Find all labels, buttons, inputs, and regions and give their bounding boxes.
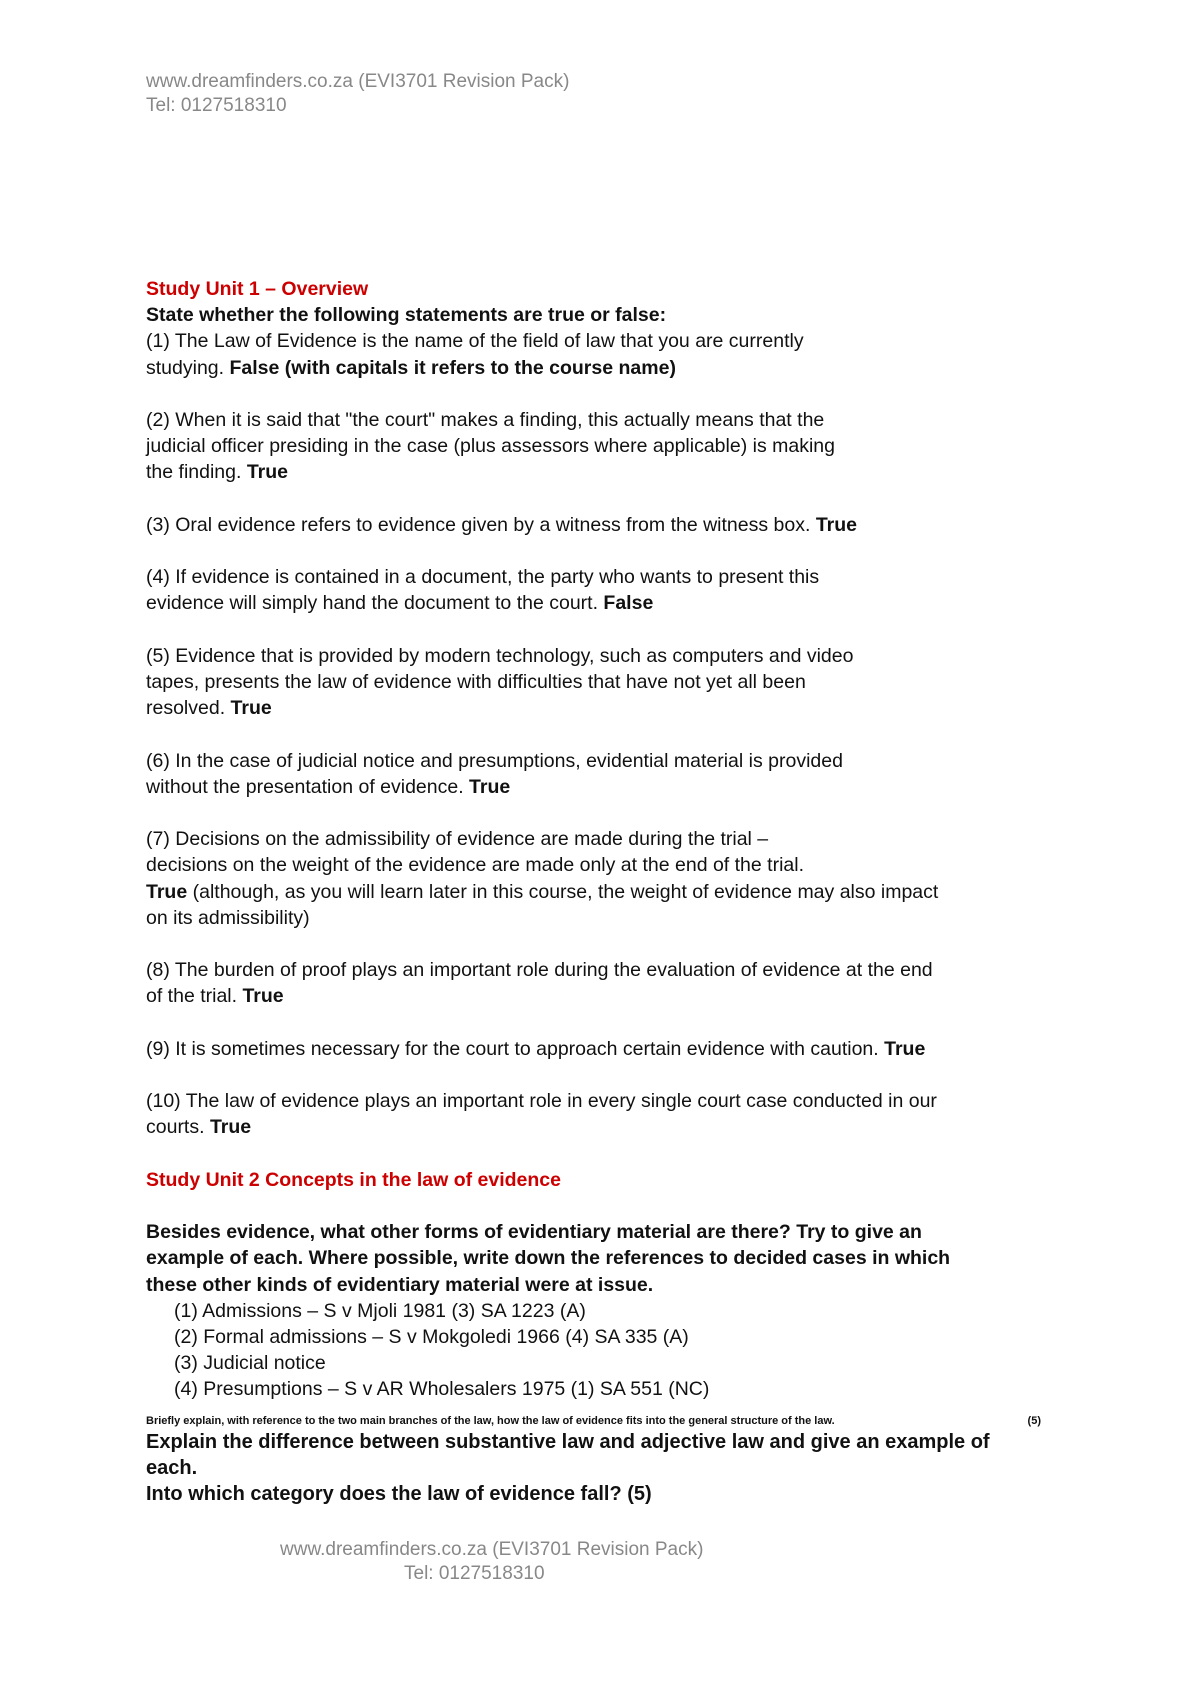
statement-answer: True bbox=[246, 461, 289, 484]
statement-3 bbox=[146, 512, 1066, 538]
statement-7 bbox=[146, 826, 1066, 931]
question-line: example of each. Where possible, write down the references to decided cases in which bbox=[146, 1247, 951, 1270]
footer-phone: Tel: 0127518310 bbox=[404, 1563, 545, 1584]
difference-question bbox=[146, 1429, 1066, 1507]
statement-text: the finding. bbox=[146, 461, 247, 484]
footer-website: www.dreamfinders.co.za (EVI3701 Revision Pack) bbox=[280, 1539, 704, 1560]
statement-answer: False (with capitals it refers to the course name) bbox=[229, 356, 676, 379]
statement-answer: False bbox=[603, 592, 654, 615]
statement-text: tapes, presents the law of evidence with difficulties that have not yet all been bbox=[146, 670, 806, 693]
statement-4 bbox=[146, 564, 1066, 616]
statement-text: (4) If evidence is contained in a document, the party who wants to present this bbox=[146, 566, 820, 589]
statement-note: on its admissibility) bbox=[146, 906, 310, 929]
statement-text: (2) When it is said that "the court" makes a finding, this actually means that the bbox=[146, 409, 825, 431]
list-item: (1) Admissions – S v Mjoli 1981 (3) SA 1223 (A) bbox=[174, 1299, 586, 1322]
header-website: www.dreamfinders.co.za (EVI3701 Revision Pack) bbox=[146, 71, 570, 92]
statement-text: (6) In the case of judicial notice and presumptions, evidential material is provided bbox=[146, 749, 843, 772]
question-line: these other kinds of evidentiary material were at issue. bbox=[146, 1273, 654, 1296]
statement-8 bbox=[146, 957, 1066, 1009]
statement-text: judicial officer presiding in the case (plus assessors where applicable) is making bbox=[146, 435, 835, 458]
statement-text: (5) Evidence that is provided by modern technology, such as computers and video bbox=[146, 644, 854, 667]
statement-text: without the presentation of evidence. bbox=[146, 775, 470, 798]
statement-9 bbox=[146, 1036, 1066, 1062]
statement-note: (although, as you will learn later in this course, the weight of evidence may also impact bbox=[187, 880, 939, 903]
statement-text: of the trial. bbox=[146, 985, 243, 1008]
statement-text: (7) Decisions on the admissibility of evidence are made during the trial – bbox=[146, 828, 769, 851]
question-line: Explain the difference between substantive law and adjective law and give an example of bbox=[146, 1430, 990, 1453]
header-phone: Tel: 0127518310 bbox=[146, 95, 287, 116]
unit2-title: Study Unit 2 Concepts in the law of evidence bbox=[146, 1168, 561, 1191]
statement-text: decisions on the weight of the evidence are made only at the end of the trial. bbox=[146, 854, 805, 877]
statement-text: evidence will simply hand the document to the court. bbox=[146, 592, 604, 615]
statement-text: (1) The Law of Evidence is the name of the field of law that you are currently bbox=[146, 330, 804, 353]
statement-answer: True bbox=[146, 880, 188, 903]
statement-answer: True bbox=[815, 513, 857, 536]
statement-text: (9) It is sometimes necessary for the court to approach certain evidence with caution. bbox=[146, 1037, 885, 1060]
statement-5 bbox=[146, 643, 1066, 722]
statement-2 bbox=[146, 407, 1066, 486]
statement-10 bbox=[146, 1088, 1066, 1140]
statement-answer: True bbox=[469, 775, 511, 798]
list-item: (4) Presumptions – S v AR Wholesalers 1975 (1) SA 551 (NC) bbox=[174, 1378, 710, 1401]
list-item: (3) Judicial notice bbox=[174, 1352, 326, 1375]
unit2-question bbox=[146, 1219, 1066, 1298]
statement-answer: True bbox=[230, 697, 272, 720]
statement-answer: True bbox=[209, 1116, 252, 1139]
page-footer bbox=[280, 1538, 703, 1586]
unit1-instruction: State whether the following statements are true or false: bbox=[146, 304, 667, 327]
statement-text: (10) The law of evidence plays an important role in every single court case conducted in our bbox=[146, 1090, 937, 1113]
small-question-marks: (5) bbox=[1027, 1414, 1041, 1427]
statement-6 bbox=[146, 748, 1066, 800]
small-question: Briefly explain, with reference to the two main branches of the law, how the law of evidence fits into the general structure of the law. bbox=[146, 1414, 835, 1427]
page-header bbox=[146, 70, 569, 118]
category-question: Into which category does the law of evidence fall? (5) bbox=[146, 1482, 652, 1505]
unit1-title: Study Unit 1 – Overview bbox=[146, 278, 369, 300]
statement-text: resolved. bbox=[146, 697, 231, 720]
statement-1 bbox=[146, 328, 1066, 380]
list-item: (2) Formal admissions – S v Mokgoledi 1966 (4) SA 335 (A) bbox=[174, 1325, 689, 1348]
statement-answer: True bbox=[242, 985, 284, 1008]
question-line: each. bbox=[146, 1456, 198, 1479]
document-body bbox=[146, 276, 1066, 1507]
statement-text: (8) The burden of proof plays an important role during the evaluation of evidence at the end bbox=[146, 959, 933, 982]
question-line: Besides evidence, what other forms of evidentiary material are there? Try to give an bbox=[146, 1221, 922, 1244]
statement-text: (3) Oral evidence refers to evidence given by a witness from the witness box. bbox=[146, 513, 816, 536]
statement-text: studying. bbox=[146, 356, 230, 379]
statement-text: courts. bbox=[146, 1116, 210, 1139]
statement-answer: True bbox=[884, 1037, 926, 1060]
small-question-row bbox=[146, 1413, 1041, 1429]
unit2-answers bbox=[146, 1298, 1066, 1403]
